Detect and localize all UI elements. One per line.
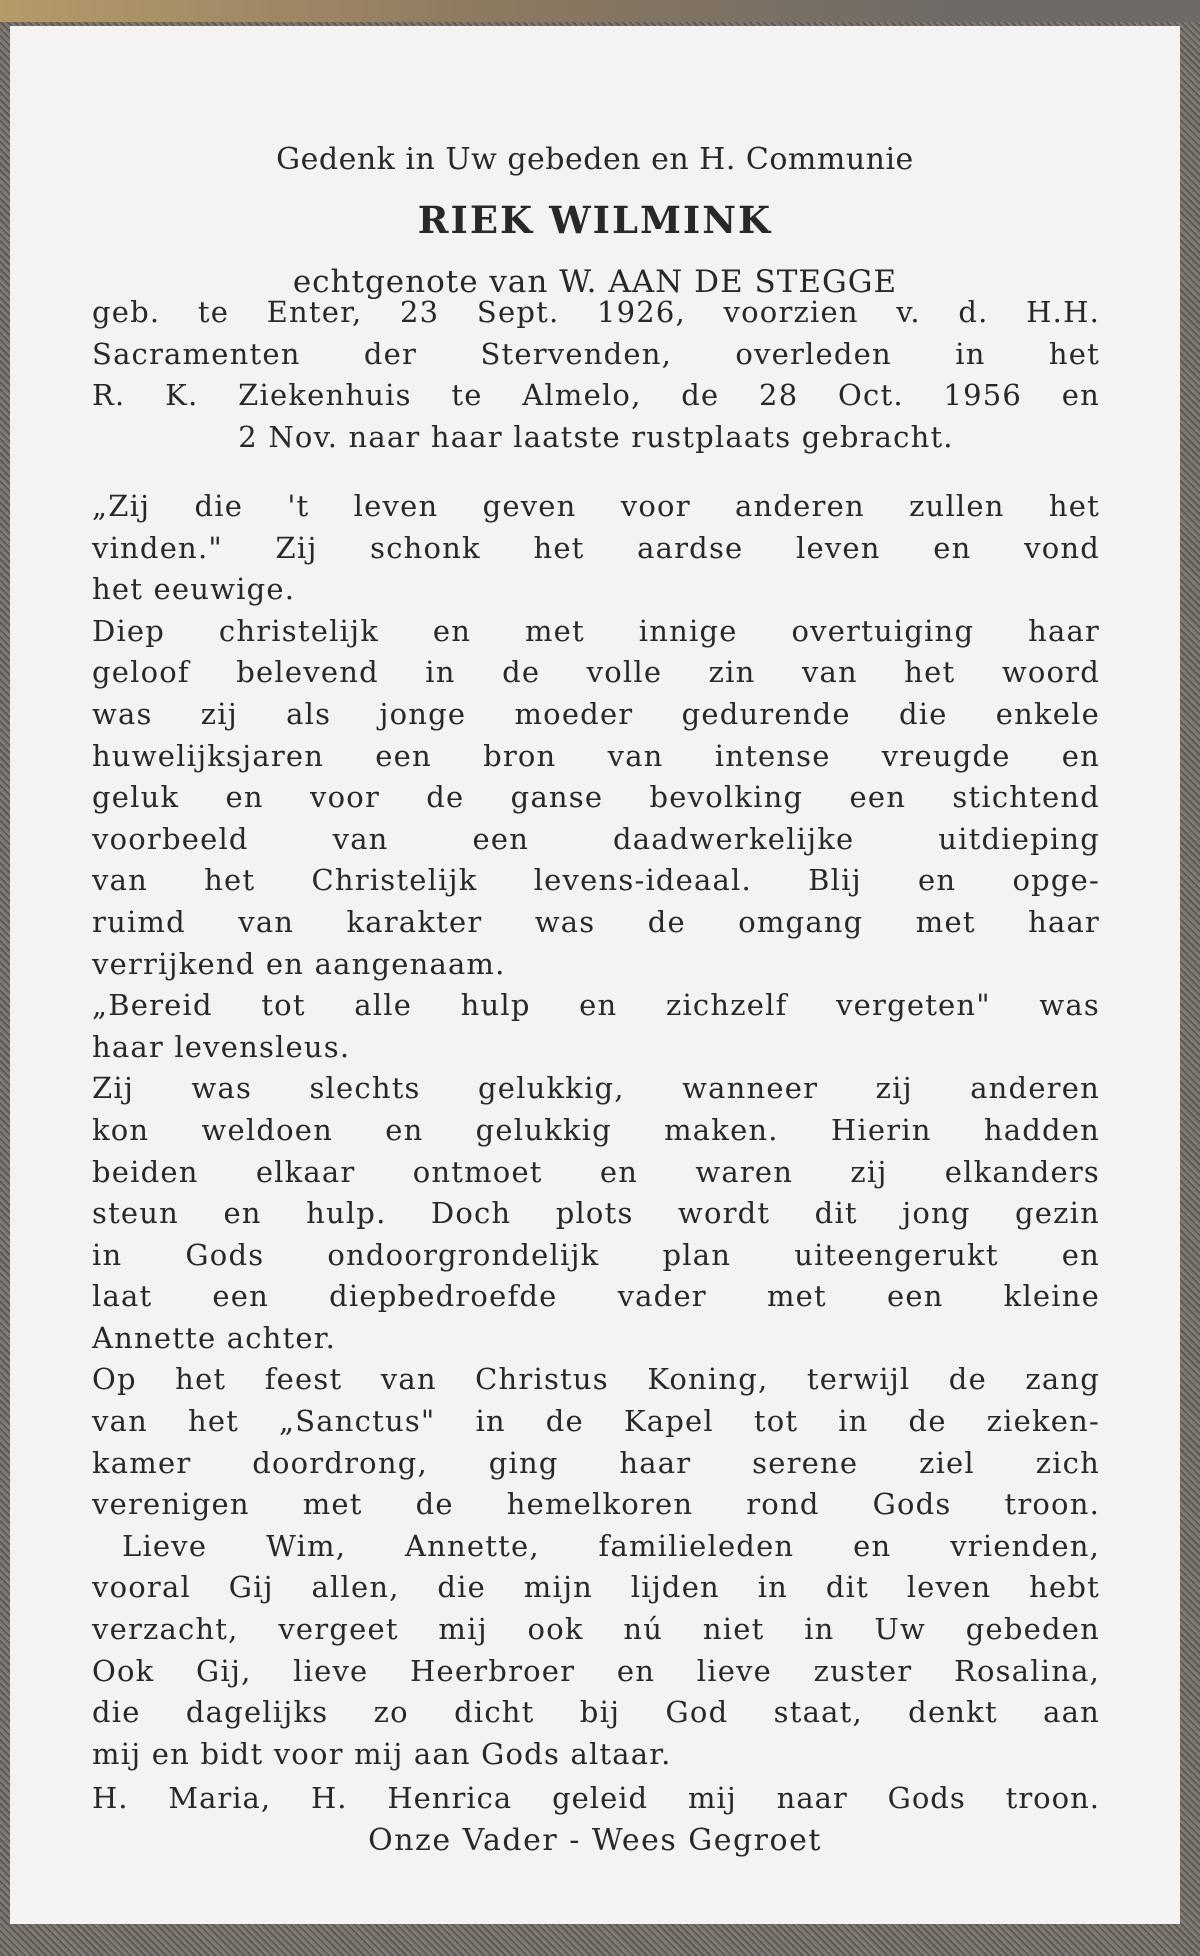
body-line: van het Christelijk levens-ideaal. Blij en opge- [92,863,1100,898]
body-line: geluk en voor de ganse bevolking een stichtend [92,780,1100,815]
deceased-name: RIEK WILMINK [417,198,773,242]
info-line: R. K. Ziekenhuis te Almelo, de 28 Oct. 1956 en [92,378,1100,413]
body-line: Diep christelijk en met innige overtuiging haar [92,613,1100,648]
closing-prayer: H. Maria, H. Henrica geleid mij naar Gods troon. [92,1781,1100,1815]
body-line: Annette achter. [92,1320,337,1355]
body-line: verenigen met de hemelkoren rond Gods troon. [92,1487,1100,1522]
closing-line: Onze Vader - Wees Gegroet [368,1823,822,1858]
invocation: Gedenk in Uw gebeden en H. Communie [276,142,914,177]
body-line: huwelijksjaren een bron van intense vreugde en [92,738,1100,773]
body-line: die dagelijks zo dicht bij God staat, denkt aan [92,1695,1100,1730]
body-line: haar levensleus. [92,1029,351,1064]
body-line: steun en hulp. Doch plots wordt dit jong gezin [92,1196,1100,1231]
body-line: Ook Gij, lieve Heerbroer en lieve zuster Rosalina, [92,1653,1100,1688]
body-line: vooral Gij allen, die mijn lijden in dit leven hebt [92,1570,1100,1605]
body-line: Lieve Wim, Annette, familieleden en vrienden, [122,1528,1100,1563]
body-line: was zij als jonge moeder gedurende die enkele [92,696,1100,731]
body-line: in Gods ondoorgrondelijk plan uiteengerukt en [92,1237,1100,1272]
body-line: vinden." Zij schonk het aardse leven en vond [92,530,1100,565]
body-line: ruimd van karakter was de omgang met haar [92,904,1100,939]
body-line: geloof belevend in de volle zin van het woord [92,655,1100,690]
body-line: verzacht, vergeet mij ook nú niet in Uw gebeden [92,1612,1100,1647]
body-line: „Zij die 't leven geven voor anderen zullen het [92,489,1100,523]
body-line: laat een diepbedroefde vader met een kleine [92,1279,1100,1314]
body-line: mij en bidt voor mij aan Gods altaar. [92,1736,672,1771]
body-line: kon weldoen en gelukkig maken. Hierin hadden [92,1112,1100,1147]
spouse-line: echtgenote van W. AAN DE STEGGE [292,264,898,300]
body-line: Op het feest van Christus Koning, terwijl de zang [92,1362,1100,1397]
info-line: 2 Nov. naar haar laatste rustplaats gebracht. [238,419,954,454]
info-line: Sacramenten der Stervenden, overleden in het [92,336,1100,371]
info-line: geb. te Enter, 23 Sept. 1926, voorzien v. d. H.H. [92,295,1100,329]
body-line: van het „Sanctus" in de Kapel tot in de zieken- [92,1404,1100,1439]
body-line: verrijkend en aangenaam. [92,946,506,981]
eulogy-text [92,486,1100,1775]
body-line: „Bereid tot alle hulp en zichzelf vergeten" was [92,988,1100,1023]
memorial-card [10,26,1180,1924]
body-line: Zij was slechts gelukkig, wanneer zij anderen [92,1071,1100,1106]
body-line: het eeuwige. [92,572,296,607]
body-line: voorbeeld van een daadwerkelijke uitdieping [92,821,1100,856]
top-edge [0,0,1200,22]
body-line: kamer doordrong, ging haar serene ziel zich [92,1445,1100,1480]
life-details [92,292,1100,458]
body-line: beiden elkaar ontmoet en waren zij elkanders [92,1154,1100,1189]
